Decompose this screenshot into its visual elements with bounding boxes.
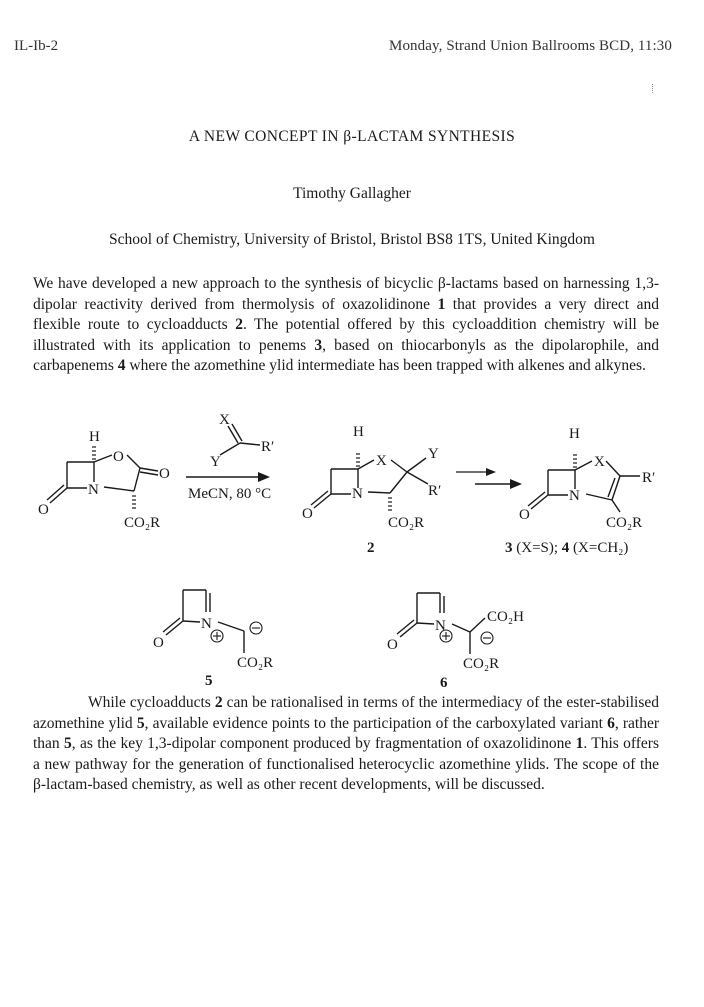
text-run: that provides a very direct and flexible route to cycloadducts <box>33 295 659 334</box>
group-co2r: CO₂R <box>388 515 425 531</box>
atom-n: N <box>201 616 212 632</box>
compound-ref: 2 <box>214 694 223 711</box>
compound-2-label: 2 <box>367 540 375 556</box>
atom-o: O <box>519 507 530 523</box>
paper-title: A NEW CONCEPT IN β-LACTAM SYNTHESIS <box>188 128 516 145</box>
atom-n: N <box>352 486 363 502</box>
text-run: , as the key 1,3-dipolar component produced by fragmentation of oxazolidinone <box>71 735 576 753</box>
author-name: Timothy Gallagher <box>293 185 411 202</box>
compound-2-structure <box>311 454 428 510</box>
text-run: where the azomethine ylid intermediate has been trapped with alkenes and alkynes. <box>125 357 646 375</box>
text-run: , rather than <box>33 714 659 753</box>
compound-5-label: 5 <box>205 673 213 689</box>
compound-ref: 2 <box>235 316 243 334</box>
reaction-conditions: MeCN, 80 °C <box>188 486 272 502</box>
compound-3-4-structure <box>528 455 640 512</box>
atom-y: Y <box>428 446 439 462</box>
compound-ref: 4 <box>117 357 126 375</box>
text-run: , based on thiocarbonyls as the dipolarophile, and carbapenems <box>33 336 659 375</box>
group-co2r: CO₂R <box>237 655 274 671</box>
author-affiliation: School of Chemistry, University of Bristol, Bristol BS8 1TS, United Kingdom <box>109 231 595 248</box>
atom-n: N <box>88 482 99 498</box>
compound-3-condition: (X=S); <box>512 540 562 556</box>
abstract-paragraph-2 <box>33 693 659 796</box>
session-code: IL-Ib-2 <box>14 38 59 54</box>
atom-h: H <box>89 429 100 445</box>
atom-o: O <box>38 502 49 518</box>
reaction-arrow-1 <box>186 472 270 482</box>
reaction-arrow-2 <box>456 468 522 489</box>
group-co2r: CO₂R <box>606 515 643 531</box>
atom-x: X <box>219 412 230 428</box>
text-run: . This offers a new pathway for the generation of functionalised heterocyclic azomethine ylids. The scope of the β-lactam-based chemistry, as well as other recent developments, will be discussed. <box>33 735 659 794</box>
compound-ref: 5 <box>136 714 145 732</box>
compound-3-label: 3 <box>505 540 513 556</box>
compound-3-4-label <box>505 540 628 556</box>
text-run: While cycloadducts <box>88 694 215 711</box>
group-co2h: CO₂H <box>487 609 524 625</box>
compound-4-condition: (X=CH₂) <box>569 540 629 556</box>
atom-o: O <box>113 449 124 465</box>
dipolarophile-structure <box>220 424 260 455</box>
compound-ref: 6 <box>607 714 615 732</box>
atom-o: O <box>159 466 170 482</box>
group-co2r: CO₂R <box>124 515 161 531</box>
compound-ref: 3 <box>314 336 323 354</box>
compound-5-structure <box>163 590 262 653</box>
text-run: We have developed a new approach to the synthesis of bicyclic β-lactams based on harnessing 1,3-dipolar reactivity derived from thermolysis of oxazolidinone <box>33 275 659 313</box>
group-r-prime: R′ <box>642 470 656 486</box>
compound-ref: 5 <box>64 735 72 753</box>
compound-6-label: 6 <box>440 675 448 691</box>
text-run: , available evidence points to the participation of the carboxylated variant <box>144 714 608 732</box>
atom-y: Y <box>210 454 221 470</box>
atom-n: N <box>435 618 446 634</box>
atom-x: X <box>376 453 387 469</box>
atom-x: X <box>594 454 605 470</box>
atom-o: O <box>387 637 398 653</box>
text-run: can be rationalised in terms of the intermediacy of the ester-stabilised azomethine ylid <box>33 694 659 732</box>
compound-4-label: 4 <box>561 540 570 556</box>
atom-h: H <box>569 426 580 442</box>
group-r-prime: R′ <box>261 439 275 455</box>
atom-h: H <box>353 424 364 440</box>
group-r-prime: R′ <box>428 483 442 499</box>
compound-ref: 1 <box>437 295 446 313</box>
compound-ref: 1 <box>575 735 584 753</box>
text-run: . The potential offered by this cycloaddition chemistry will be illustrated with its application to penems <box>33 316 659 354</box>
group-co2r: CO₂R <box>463 656 500 672</box>
atom-n: N <box>569 488 580 504</box>
compound-1-structure <box>47 447 158 508</box>
atom-o: O <box>302 506 313 522</box>
atom-o: O <box>153 635 164 651</box>
session-info: Monday, Strand Union Ballrooms BCD, 11:30 <box>389 38 672 54</box>
